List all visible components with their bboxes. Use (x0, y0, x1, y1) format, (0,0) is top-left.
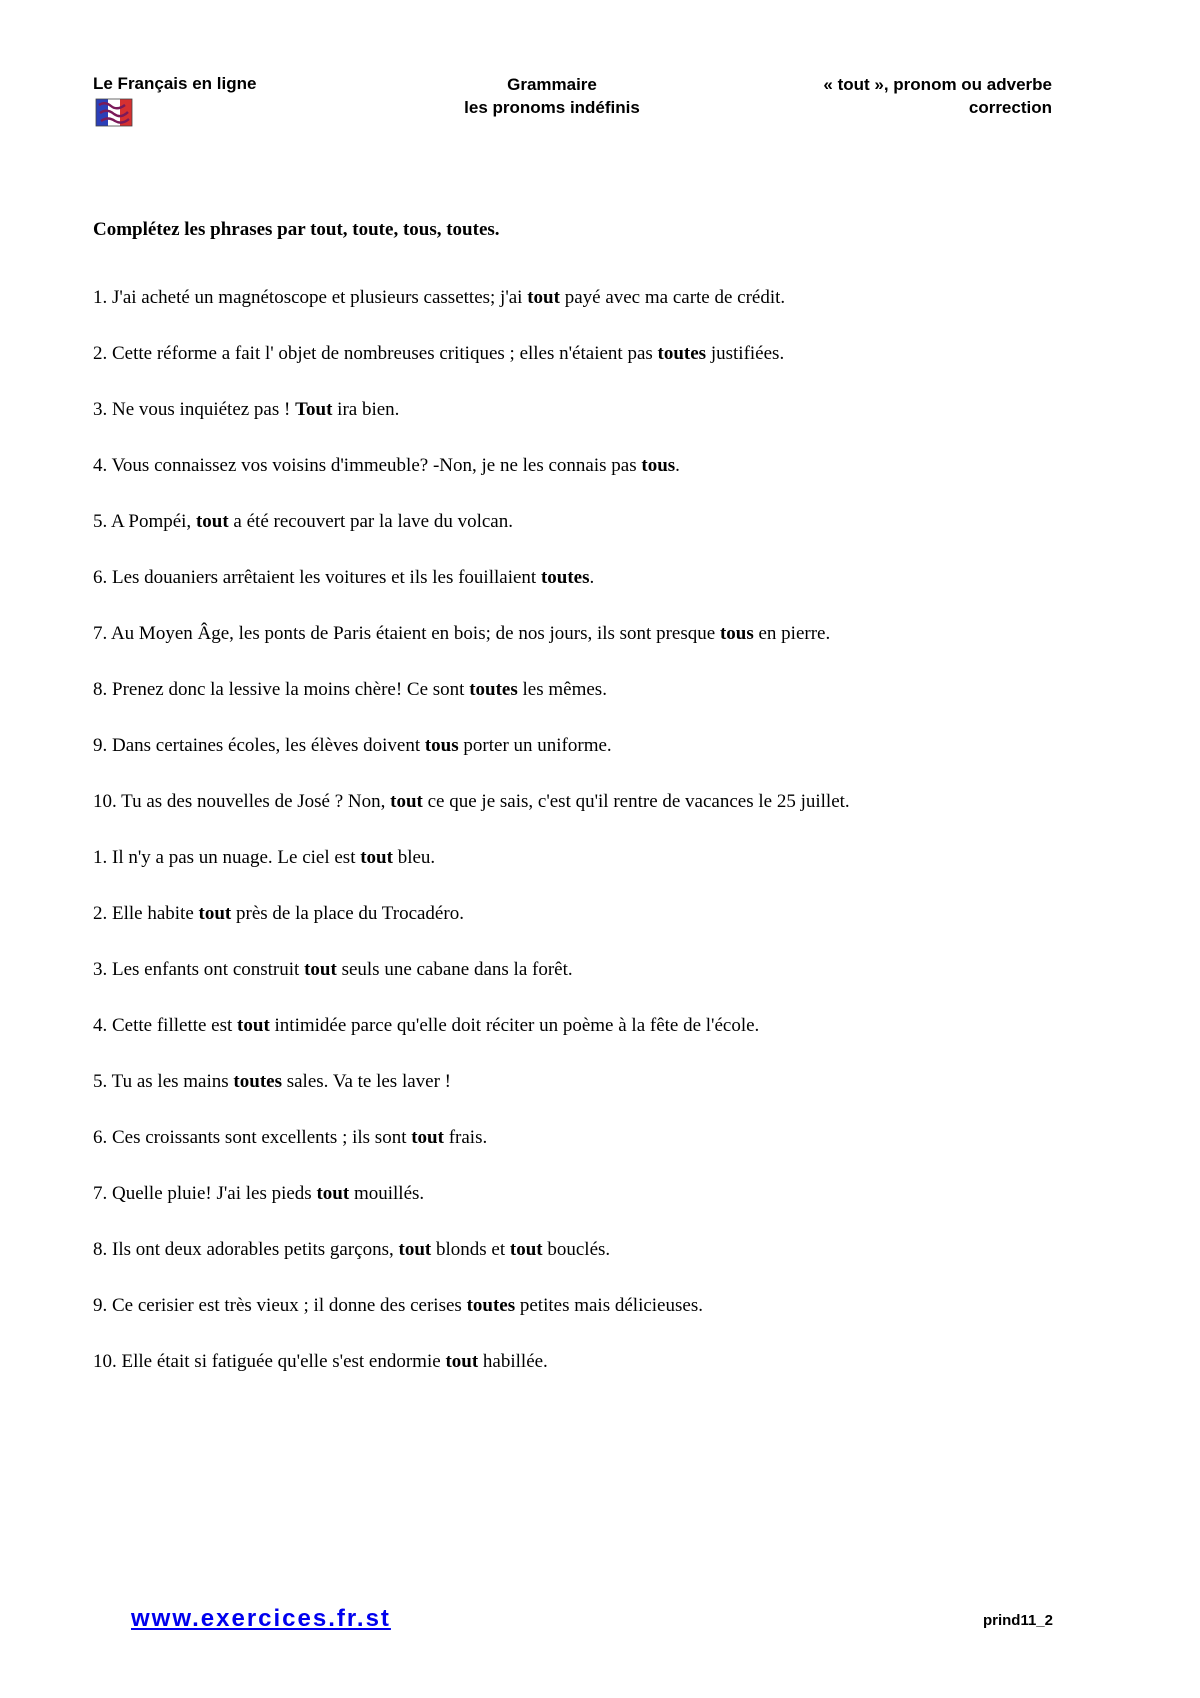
sentence-text-before: Quelle pluie! J'ai les pieds (107, 1183, 317, 1204)
sentence-text-before: Les douaniers arrêtaient les voitures et ils les fouillaient (107, 567, 541, 588)
sentence-answer: tous (424, 735, 459, 756)
french-flag-logo-icon (95, 97, 133, 128)
sentence-number: 9. (93, 735, 108, 756)
sentence-number: 1. (93, 847, 108, 868)
sentence-item (93, 678, 1093, 734)
sentence-answer: tout (304, 959, 337, 980)
sentence-text-after: intimidée parce qu'elle doit réciter un poème à la fête de l'école. (269, 1015, 760, 1036)
sentence-item (93, 1294, 1093, 1350)
sentence-number: 10. (93, 791, 117, 812)
sentence-answer: toutes (540, 567, 590, 588)
sentence-item (93, 846, 1093, 902)
topic-label: les pronoms indéfinis (464, 98, 640, 117)
sentence-item (93, 958, 1093, 1014)
sentence-number: 4. (93, 455, 108, 476)
sentence-text-after: les mêmes. (517, 679, 607, 700)
exercise-title: « tout », pronom ou adverbe (823, 75, 1052, 94)
document-code: prind11_2 (982, 1612, 1053, 1629)
sentence-number: 5. (93, 511, 108, 532)
sentence-text-after-2: bouclés. (542, 1239, 611, 1260)
sentence-number: 3. (93, 399, 108, 420)
sentence-number: 8. (93, 679, 108, 700)
sentence-text-after: seuls une cabane dans la forêt. (336, 959, 573, 980)
sentence-text-after: . (589, 567, 595, 588)
sentence-answer: tout (316, 1183, 350, 1204)
sentence-text-before: Cette réforme a fait l' objet de nombreuses critiques ; elles n'étaient pas (107, 343, 658, 364)
sentence-item (93, 1070, 1093, 1126)
sentence-text-after: frais. (443, 1127, 488, 1148)
sentence-text-before: Les enfants ont construit (107, 959, 305, 980)
sentence-text-before: Tu as les mains (107, 1071, 234, 1092)
sentence-text-before: Cette fillette est (107, 1015, 238, 1036)
sentence-answer: toutes (469, 679, 518, 700)
sentence-text-before: Ne vous inquiétez pas ! (107, 399, 296, 420)
sentence-item (93, 1350, 1093, 1406)
sentence-text-after: bleu. (392, 847, 436, 868)
sentence-number: 1. (93, 287, 108, 308)
sentence-text-after: blonds et (431, 1239, 510, 1260)
sentence-answer: toutes (657, 343, 707, 364)
sentence-text-before: Il n'y a pas un nuage. Le ciel est (107, 847, 361, 868)
sentence-item (93, 734, 1093, 790)
sentence-text-after: ira bien. (332, 399, 400, 420)
header-right (823, 73, 1052, 119)
sentence-answer: tout (398, 1239, 432, 1260)
sentence-number: 8. (93, 1239, 108, 1260)
sentence-number: 5. (93, 1071, 108, 1092)
sentence-answer: toutes (233, 1071, 282, 1092)
sentence-answer: Tout (295, 399, 333, 420)
sentence-number: 2. (93, 343, 108, 364)
sentence-item (93, 398, 1093, 454)
sentence-text-before: Vous connaissez vos voisins d'immeuble? -Non, je ne les connais pas (107, 455, 642, 476)
sentence-item (93, 510, 1093, 566)
sentence-text-before: Elle habite (107, 903, 199, 924)
sentence-text-before: Au Moyen Âge, les ponts de Paris étaient en bois; de nos jours, ils sont presque (107, 623, 720, 644)
site-title: Le Français en ligne (93, 74, 257, 93)
sentence-item (93, 566, 1093, 622)
sentence-number: 7. (93, 623, 108, 644)
sentence-text-after: habillée. (478, 1351, 548, 1372)
sentence-answer: tout (195, 511, 229, 532)
sentence-answer: toutes (466, 1295, 516, 1316)
header-center (352, 73, 752, 119)
sentence-text-after: petites mais délicieuses. (515, 1295, 703, 1316)
sentence-item (93, 1238, 1093, 1294)
sentence-text-after: . (675, 455, 680, 476)
sentence-number: 4. (93, 1015, 108, 1036)
sentence-text-after: justifiées. (706, 343, 785, 364)
sentence-text-after: porter un uniforme. (458, 735, 612, 756)
sentence-text-before: Ils ont deux adorables petits garçons, (107, 1239, 399, 1260)
sentence-text-before: Tu as des nouvelles de José ? Non, (116, 791, 391, 812)
sentence-text-before: Prenez donc la lessive la moins chère! Ce sont (107, 679, 470, 700)
sentence-item (93, 902, 1093, 958)
sentence-number: 7. (93, 1183, 108, 1204)
sentence-answer: tout (390, 791, 423, 812)
sentence-item (93, 1126, 1093, 1182)
sentence-text-before: Ce cerisier est très vieux ; il donne des cerises (107, 1295, 467, 1316)
sentence-item (93, 454, 1093, 510)
sentence-text-after: mouillés. (349, 1183, 425, 1204)
correction-label: correction (968, 98, 1052, 117)
sentence-text-after: en pierre. (753, 623, 831, 644)
sentence-text-before: A Pompéi, (107, 511, 196, 532)
sentence-list (93, 286, 1093, 1406)
sentence-text-after: ce que je sais, c'est qu'il rentre de vacances le 25 juillet. (422, 791, 850, 812)
website-link[interactable]: www.exercices.fr.st (131, 1605, 391, 1632)
sentence-number: 6. (93, 567, 108, 588)
sentence-answer: tout (411, 1127, 444, 1148)
sentence-text-before: Ces croissants sont excellents ; ils sont (107, 1127, 412, 1148)
sentence-text-after: sales. Va te les laver ! (281, 1071, 451, 1092)
sentence-item (93, 342, 1093, 398)
sentence-answer: tout (237, 1015, 270, 1036)
sentence-number: 9. (93, 1295, 108, 1316)
sentence-number: 3. (93, 959, 108, 980)
sentence-item (93, 790, 1093, 846)
sentence-text-after: payé avec ma carte de crédit. (559, 287, 786, 308)
sentence-number: 6. (93, 1127, 108, 1148)
subject-label: Grammaire (507, 75, 597, 94)
sentence-item (93, 622, 1093, 678)
exercise-content (93, 218, 1093, 1406)
sentence-number: 2. (93, 903, 108, 924)
sentence-item (93, 1014, 1093, 1070)
instruction: Complétez les phrases par tout, toute, tous, toutes. (93, 219, 500, 240)
sentence-answer: tout (527, 287, 560, 308)
sentence-text-after: a été recouvert par la lave du volcan. (228, 511, 513, 532)
sentence-text-before: J'ai acheté un magnétoscope et plusieurs cassettes; j'ai (107, 287, 528, 308)
sentence-answer: tout (445, 1351, 479, 1372)
sentence-answer: tous (641, 455, 676, 476)
sentence-answer: tous (719, 623, 754, 644)
sentence-text-before: Dans certaines écoles, les élèves doivent (107, 735, 425, 756)
sentence-text-after: près de la place du Trocadéro. (231, 903, 464, 924)
sentence-number: 10. (93, 1351, 117, 1372)
sentence-item (93, 1182, 1093, 1238)
sentence-item (93, 286, 1093, 342)
sentence-answer: tout (360, 847, 393, 868)
sentence-answer: tout (198, 903, 232, 924)
sentence-answer-2: tout (509, 1239, 543, 1260)
sentence-text-before: Elle était si fatiguée qu'elle s'est endormie (116, 1351, 446, 1372)
